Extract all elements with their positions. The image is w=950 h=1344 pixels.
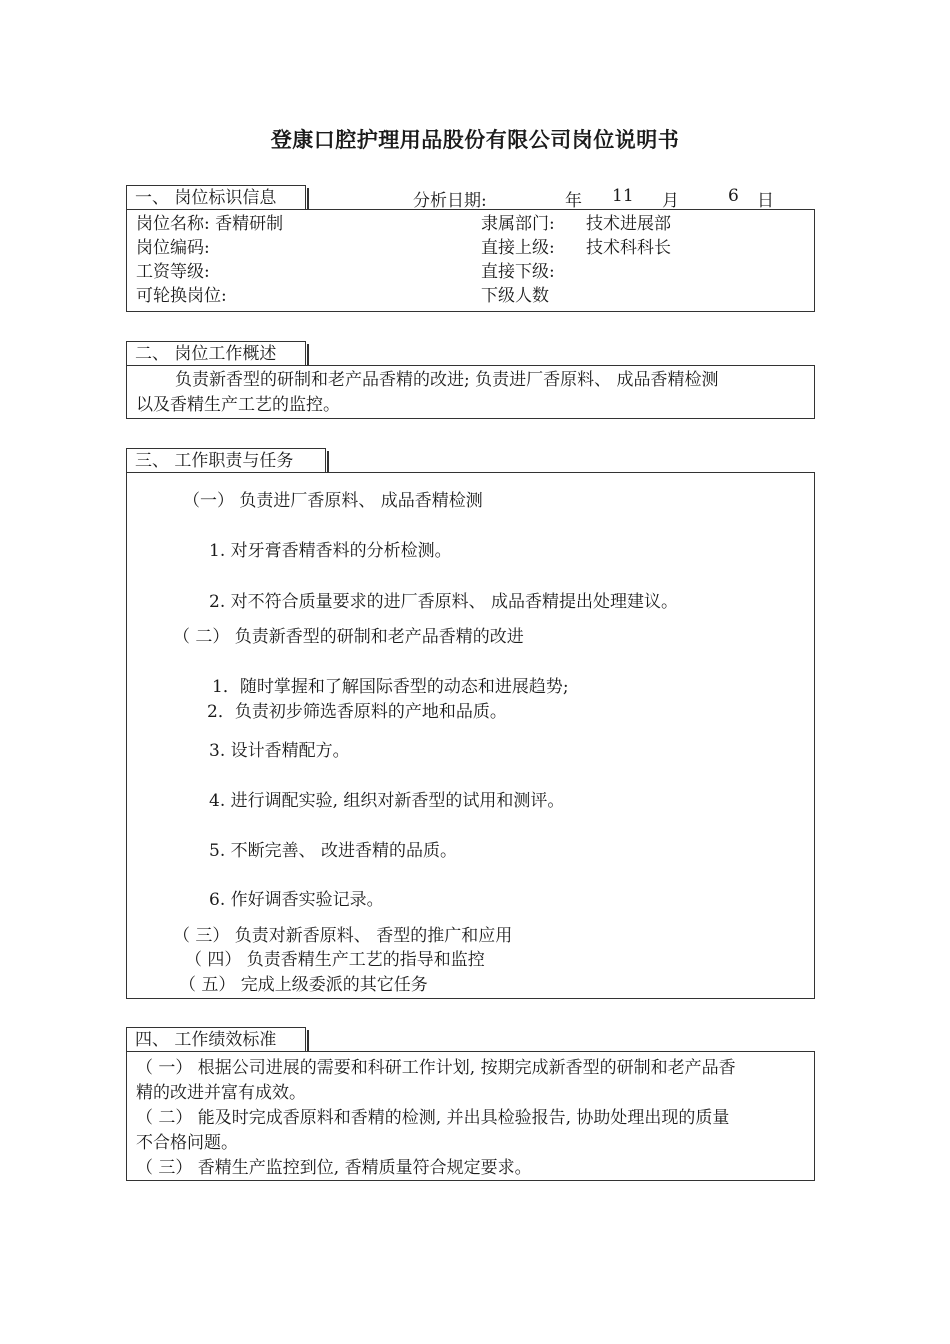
section2-box [126, 365, 815, 419]
standard-1-line-1: （ 一） 根据公司进展的需要和科研工作计划, 按期完成新香型的研制和老产品香 [136, 1058, 736, 1078]
analysis-date-day-num: 6 [728, 186, 739, 206]
duty-2-4: 4. 进行调配实验, 组织对新香型的试用和测评。 [209, 791, 565, 811]
section4-box [126, 1051, 815, 1181]
position-code: 岗位编码: [136, 238, 210, 258]
section3-heading: 三、 工作职责与任务 [126, 448, 326, 472]
direct-superior-label: 直接上级: [481, 238, 555, 258]
standard-1-line-2: 精的改进并富有成效。 [136, 1083, 306, 1103]
duty-2-3: 3. 设计香精配方。 [209, 741, 350, 761]
standard-2-line-2: 不合格问题。 [136, 1133, 238, 1153]
duty-2-2: 2．负责初步筛选香原料的产地和品质。 [207, 702, 507, 722]
analysis-date-year: 年 [565, 191, 582, 211]
direct-superior-value: 技术科科长 [586, 238, 671, 258]
section4-heading: 四、 工作绩效标准 [126, 1027, 306, 1051]
salary-grade: 工资等级: [136, 262, 210, 282]
duty-2-6: 6. 作好调香实验记录。 [209, 890, 384, 910]
position-name: 岗位名称: 香精研制 [136, 214, 284, 234]
duty-2-5: 5. 不断完善、 改进香精的品质。 [209, 841, 458, 861]
duty-group-5: （ 五） 完成上级委派的其它任务 [179, 975, 428, 995]
standard-3: （ 三） 香精生产监控到位, 香精质量符合规定要求。 [136, 1158, 532, 1178]
direct-subordinate-label: 直接下级: [481, 262, 555, 282]
duty-2-1: 1．随时掌握和了解国际香型的动态和进展趋势; [212, 677, 569, 697]
duty-1-1: 1. 对牙膏香精香料的分析检测。 [209, 541, 452, 561]
section1-box [126, 209, 815, 312]
section2-heading: 二、 岗位工作概述 [126, 341, 306, 365]
analysis-date-day: 日 [757, 191, 774, 211]
duty-group-4: （ 四） 负责香精生产工艺的指导和监控 [185, 950, 485, 970]
standard-2-line-1: （ 二） 能及时完成香原料和香精的检测, 并出具检验报告, 协助处理出现的质量 [136, 1108, 730, 1128]
section1-heading: 一、 岗位标识信息 [126, 185, 306, 209]
rotatable-position: 可轮换岗位: [136, 286, 227, 306]
department-value: 技术进展部 [586, 214, 671, 234]
duty-group-1: （一） 负责进厂香原料、 成品香精检测 [183, 491, 483, 511]
analysis-date-label: 分析日期: [413, 191, 487, 211]
duty-1-2: 2. 对不符合质量要求的进厂香原料、 成品香精提出处理建议。 [209, 592, 679, 612]
department-label: 隶属部门: [481, 214, 555, 234]
duty-group-3: （ 三） 负责对新香原料、 香型的推广和应用 [173, 926, 513, 946]
summary-line-1: 负责新香型的研制和老产品香精的改进; 负责进厂香原料、 成品香精检测 [175, 370, 719, 390]
section3-box [126, 472, 815, 999]
subordinate-count-label: 下级人数 [481, 286, 549, 306]
summary-line-2: 以及香精生产工艺的监控。 [136, 395, 340, 415]
analysis-date-month: 月 [662, 191, 679, 211]
document-title: 登康口腔护理用品股份有限公司岗位说明书 [270, 128, 680, 152]
duty-group-2: （ 二） 负责新香型的研制和老产品香精的改进 [173, 627, 524, 647]
analysis-date-month-num: 11 [612, 186, 634, 206]
